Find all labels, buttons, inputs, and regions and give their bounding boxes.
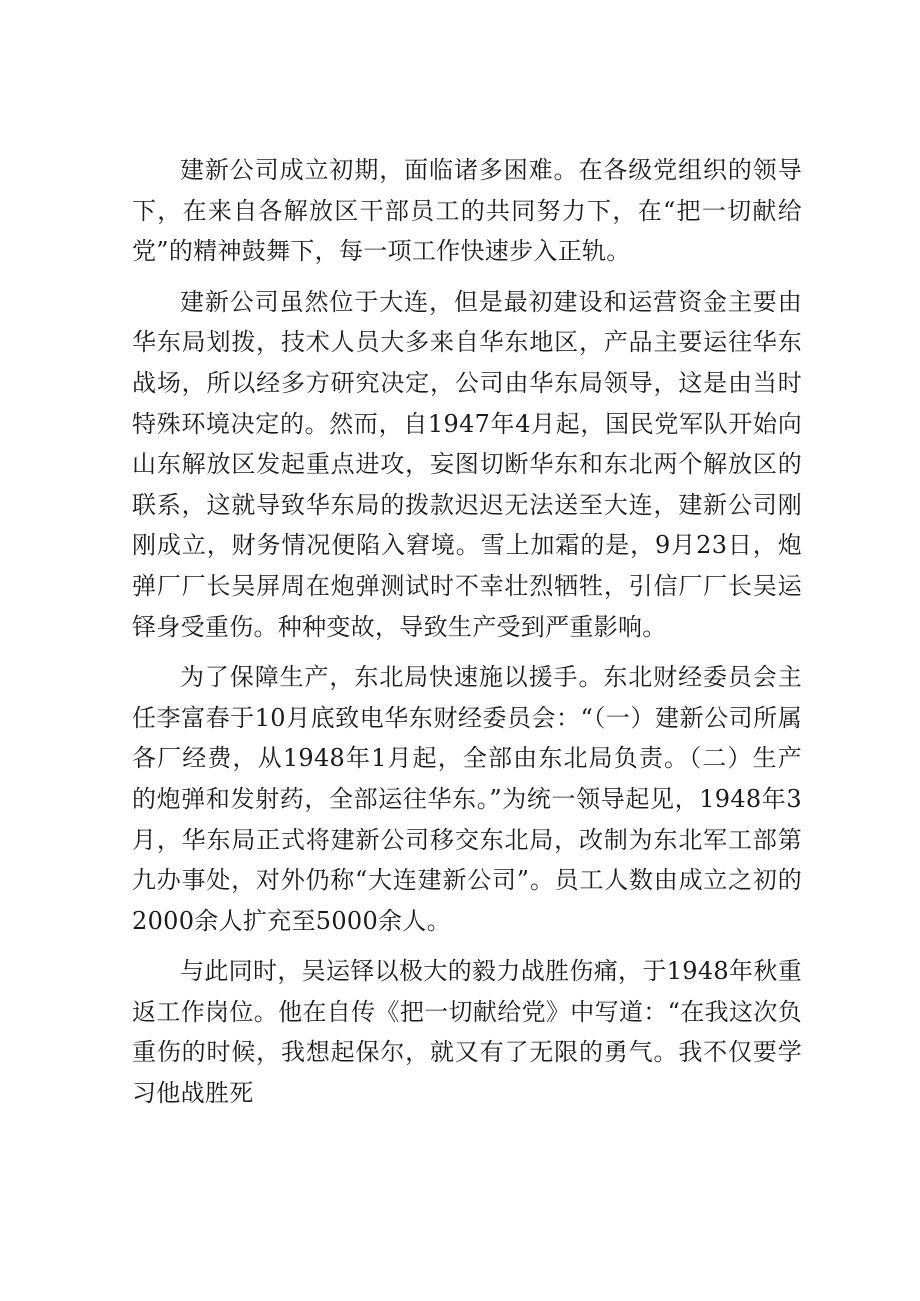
paragraph-4: 与此同时，吴运铎以极大的毅力战胜伤痛，于1948年秋重返工作岗位。他在自传《把一切献给党》中写道：“在我这次负重伤的时候，我想起保尔，就又有了无限的勇气。我不仅要学习他战胜死	[132, 957, 802, 1108]
document-body	[132, 150, 802, 1124]
paragraph-3: 为了保障生产，东北局快速施以援手。东北财经委员会主任李富春于10月底致电华东财经委员会：“（一）建新公司所属各厂经费，从1948年1月起，全部由东北局负责。（二）生产的炮弹和发射药，全部运往华东。”为统一领导起见，1948年3月，华东局正式将建新公司移交东北局，改制为东北军工部第九办事处，对外仍称“大连建新公司”。员工人数由成立之初的2000余人扩充至5000余人。	[132, 663, 802, 935]
paragraph-1: 建新公司成立初期，面临诸多困难。在各级党组织的领导下，在来自各解放区干部员工的共同努力下，在“把一切献给党”的精神鼓舞下，每一项工作快速步入正轨。	[132, 156, 802, 266]
paragraph-2: 建新公司虽然位于大连，但是最初建设和运营资金主要由华东局划拨，技术人员大多来自华东地区，产品主要运往华东战场，所以经多方研究决定，公司由华东局领导，这是由当时特殊环境决定的。然而，自1947年4月起，国民党军队开始向山东解放区发起重点进攻，妄图切断华东和东北两个解放区的联系，这就导致华东局的拨款迟迟无法送至大连，建新公司刚刚成立，财务情况便陷入窘境。雪上加霜的是，9月23日，炮弹厂厂长吴屏周在炮弹测试时不幸壮烈牺牲，引信厂厂长吴运铎身受重伤。种种变故，导致生产受到严重影响。	[132, 287, 802, 641]
